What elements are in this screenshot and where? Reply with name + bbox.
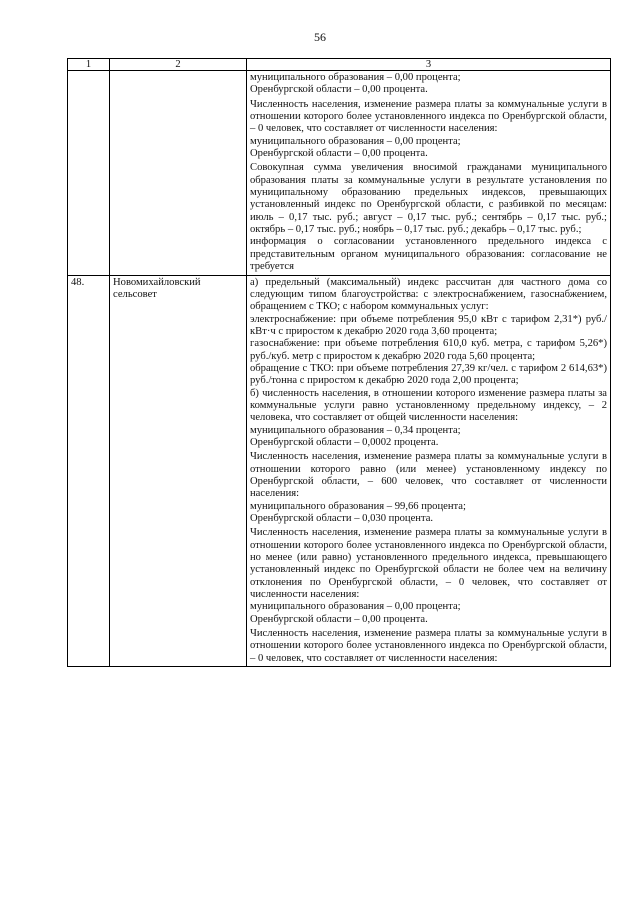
row-text-line: Оренбургской области – 0,00 процента. bbox=[250, 148, 428, 160]
row-text-line: Оренбургской области – 0,0002 процента. bbox=[250, 436, 439, 448]
row-text-line: муниципального образования – 0,00 процента; bbox=[250, 72, 461, 83]
row-text-line: газоснабжение: при объеме потребления 610,0 куб. метра, с тарифом 5,26*) руб./куб. метр с приростом к декабрю 2020 года 5,60 процента; bbox=[250, 338, 607, 362]
table-header-row bbox=[68, 59, 611, 71]
page-number: 56 bbox=[314, 30, 326, 44]
row-text-line: Численность населения, изменение размера платы за коммунальные услуги в отношении которого более установленного индекса по Оренбургской области, – 0 человек, что составляет от численности населения: bbox=[250, 98, 607, 135]
document-table bbox=[67, 58, 611, 667]
row-text-cell bbox=[247, 71, 611, 276]
header-col-2: 2 bbox=[110, 59, 247, 71]
table-row-continued bbox=[68, 71, 611, 276]
row-text-line: обращение с ТКО: при объеме потребления 27,39 кг/чел. с тарифом 2 614,63*) руб./тонна с приростом к декабрю 2020 года 2,00 процента; bbox=[250, 362, 607, 387]
header-col-1: 1 bbox=[68, 59, 110, 71]
row-text-line: муниципального образования – 0,00 процента; bbox=[250, 601, 461, 613]
row-text-line: муниципального образования – 0,34 процента; bbox=[250, 424, 461, 436]
row-text-line: б) численность населения, в отношении которого изменение размера платы за коммунальные услуги равно установленному предельному индексу, – 2 человека, что составляет от общей численности населения: bbox=[250, 387, 607, 424]
table-row-48 bbox=[68, 275, 611, 667]
row-text-cell bbox=[247, 275, 611, 667]
row-text-line: муниципального образования – 99,66 процента; bbox=[250, 500, 466, 512]
row-text-line: Оренбургской области – 0,00 процента. bbox=[250, 84, 428, 96]
header-col-3: 3 bbox=[247, 59, 611, 71]
row-text-line: информация о согласовании установленного предельного индекса с представительным органом муниципального образования: согласование не требуется bbox=[250, 236, 607, 273]
row-number-cell: 48. bbox=[68, 275, 110, 667]
row-text-line: Оренбургской области – 0,030 процента. bbox=[250, 513, 434, 525]
row-text-line: электроснабжение: при объеме потребления 95,0 кВт с тарифом 2,31*) руб./кВт·ч с приростом к декабрю 2020 года 3,60 процента; bbox=[250, 313, 607, 337]
municipality-name: Новомихайловский сельсовет bbox=[110, 275, 247, 667]
row-text-line: Численность населения, изменение размера платы за коммунальные услуги в отношении которого более установленного индекса по Оренбургской области, – 0 человек, что составляет от численности населения: bbox=[250, 628, 607, 664]
row-text-line: Совокупная сумма увеличения вносимой гражданами муниципального образования платы за коммунальные услуги в результате установления по муниципальному образованию предельных индексов, превышающих установленный индекс по Оренбургской области, с разбивкой по месяцам: июль – 0,17 тыс. руб.; август – 0,17 тыс. руб.; сентябрь – 0,17 тыс. руб.; октябрь – 0,17 тыс. руб.; ноябрь – 0,17 тыс. руб.; декабрь – 0,17 тыс. руб.; bbox=[250, 162, 607, 236]
municipality-cell bbox=[110, 71, 247, 276]
row-text-line: Численность населения, изменение размера платы за коммунальные услуги в отношении которого равно (или менее) установленному индексу по Оренбургской области, – 600 человек, что составляет от численности населения: bbox=[250, 451, 607, 500]
row-text-line: а) предельный (максимальный) индекс рассчитан для частного дома со следующим типом благоустройства: с электроснабжением, газоснабжением, обращением с ТКО; с набором коммунальных услуг: bbox=[250, 276, 607, 313]
row-number-cell bbox=[68, 71, 110, 276]
row-text-line: муниципального образования – 0,00 процента; bbox=[250, 135, 461, 147]
row-text-line: Оренбургской области – 0,00 процента. bbox=[250, 613, 428, 625]
row-text-line: Численность населения, изменение размера платы за коммунальные услуги в отношении которого более установленного индекса по Оренбургской области, но менее (или равно) установленного предельного индекса, превышающего установленный индекс по Оренбургской области не более чем на величину отклонения по Оренбургской области, – 0 человек, что составляет от численности населения: bbox=[250, 527, 607, 601]
